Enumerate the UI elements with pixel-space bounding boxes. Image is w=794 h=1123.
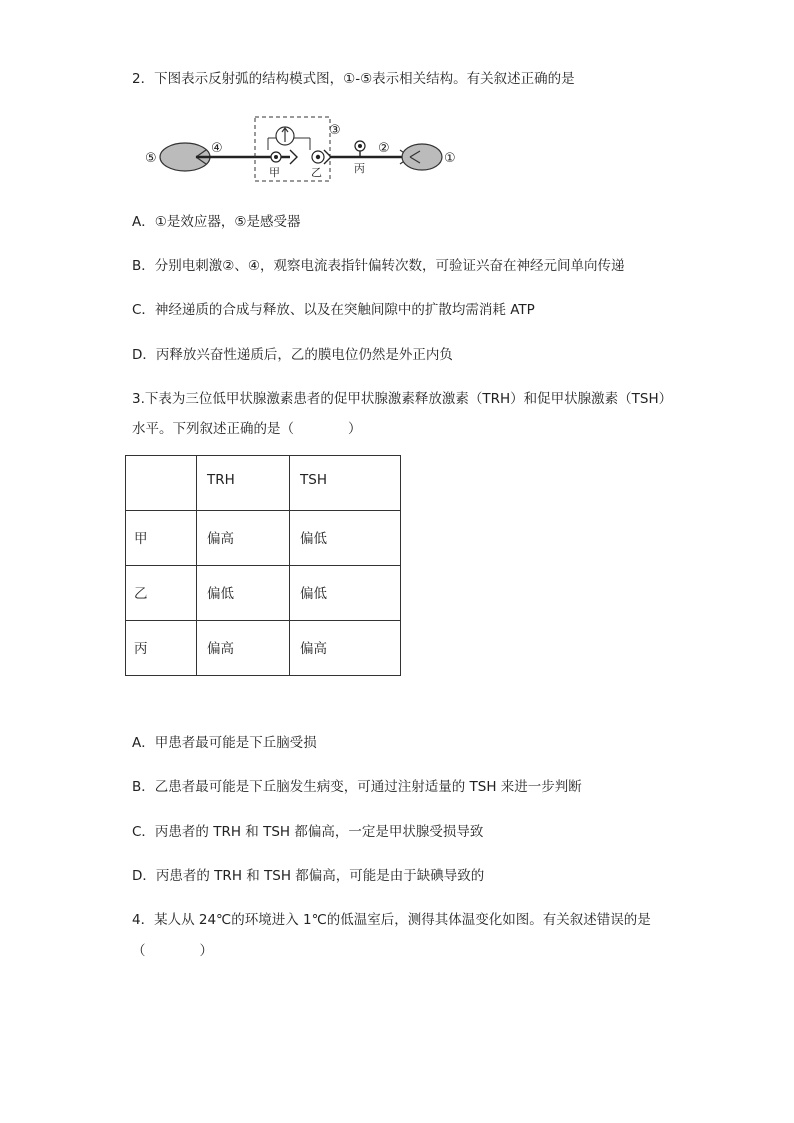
table-row <box>126 621 401 676</box>
label-yi: 乙 <box>311 166 322 179</box>
q2-stem: 2．下图表示反射弧的结构模式图，①-⑤表示相关结构。有关叙述正确的是 <box>132 71 575 87</box>
q4-stem-line2: （ ） <box>132 943 213 959</box>
label-2: ② <box>378 141 390 156</box>
table-header <box>126 456 197 511</box>
table-cell: 甲 <box>126 511 197 566</box>
table-row <box>126 566 401 621</box>
table-header-row <box>126 456 401 511</box>
table-cell: 偏高 <box>197 511 290 566</box>
q2-option-c: C．神经递质的合成与释放、以及在突触间隙中的扩散均需消耗 ATP <box>132 302 535 318</box>
label-3: ③ <box>329 123 341 138</box>
hormone-table <box>125 455 401 676</box>
q3-option-d: D．丙患者的 TRH 和 TSH 都偏高，可能是由于缺碘导致的 <box>132 868 485 884</box>
label-4: ④ <box>211 141 223 156</box>
table-cell: 偏高 <box>197 621 290 676</box>
table-cell: 偏高 <box>290 621 401 676</box>
label-bing: 丙 <box>354 162 365 175</box>
q3-stem-line2: 水平。下列叙述正确的是（ ） <box>132 421 362 437</box>
organ-right <box>402 144 442 170</box>
label-jia: 甲 <box>269 166 280 179</box>
q2-option-d: D．丙释放兴奋性递质后，乙的膜电位仍然是外正内负 <box>132 347 453 363</box>
table-header: TSH <box>290 456 401 511</box>
q4-stem-line1: 4．某人从 24℃的环境进入 1℃的低温室后，测得其体温变化如图。有关叙述错误的是 <box>132 912 651 928</box>
q3-option-c: C．丙患者的 TRH 和 TSH 都偏高，一定是甲状腺受损导致 <box>132 824 484 840</box>
table-row <box>126 511 401 566</box>
q3-stem-line1: 3.下表为三位低甲状腺激素患者的促甲状腺激素释放激素（TRH）和促甲状腺激素（TSH） <box>132 391 673 407</box>
label-5: ⑤ <box>145 151 157 166</box>
label-1: ① <box>444 151 456 166</box>
table-cell: 乙 <box>126 566 197 621</box>
table-cell: 偏低 <box>197 566 290 621</box>
table-header: TRH <box>197 456 290 511</box>
q3-option-b: B．乙患者最可能是下丘脑发生病变，可通过注射适量的 TSH 来进一步判断 <box>132 779 582 795</box>
q3-option-a: A．甲患者最可能是下丘脑受损 <box>132 735 317 751</box>
reflex-arc-diagram <box>0 112 794 202</box>
table-cell: 丙 <box>126 621 197 676</box>
table-cell: 偏低 <box>290 566 401 621</box>
table-cell: 偏低 <box>290 511 401 566</box>
q2-option-b: B．分别电刺激②、④，观察电流表指针偏转次数，可验证兴奋在神经元间单向传递 <box>132 258 625 274</box>
q2-option-a: A．①是效应器，⑤是感受器 <box>132 214 301 230</box>
